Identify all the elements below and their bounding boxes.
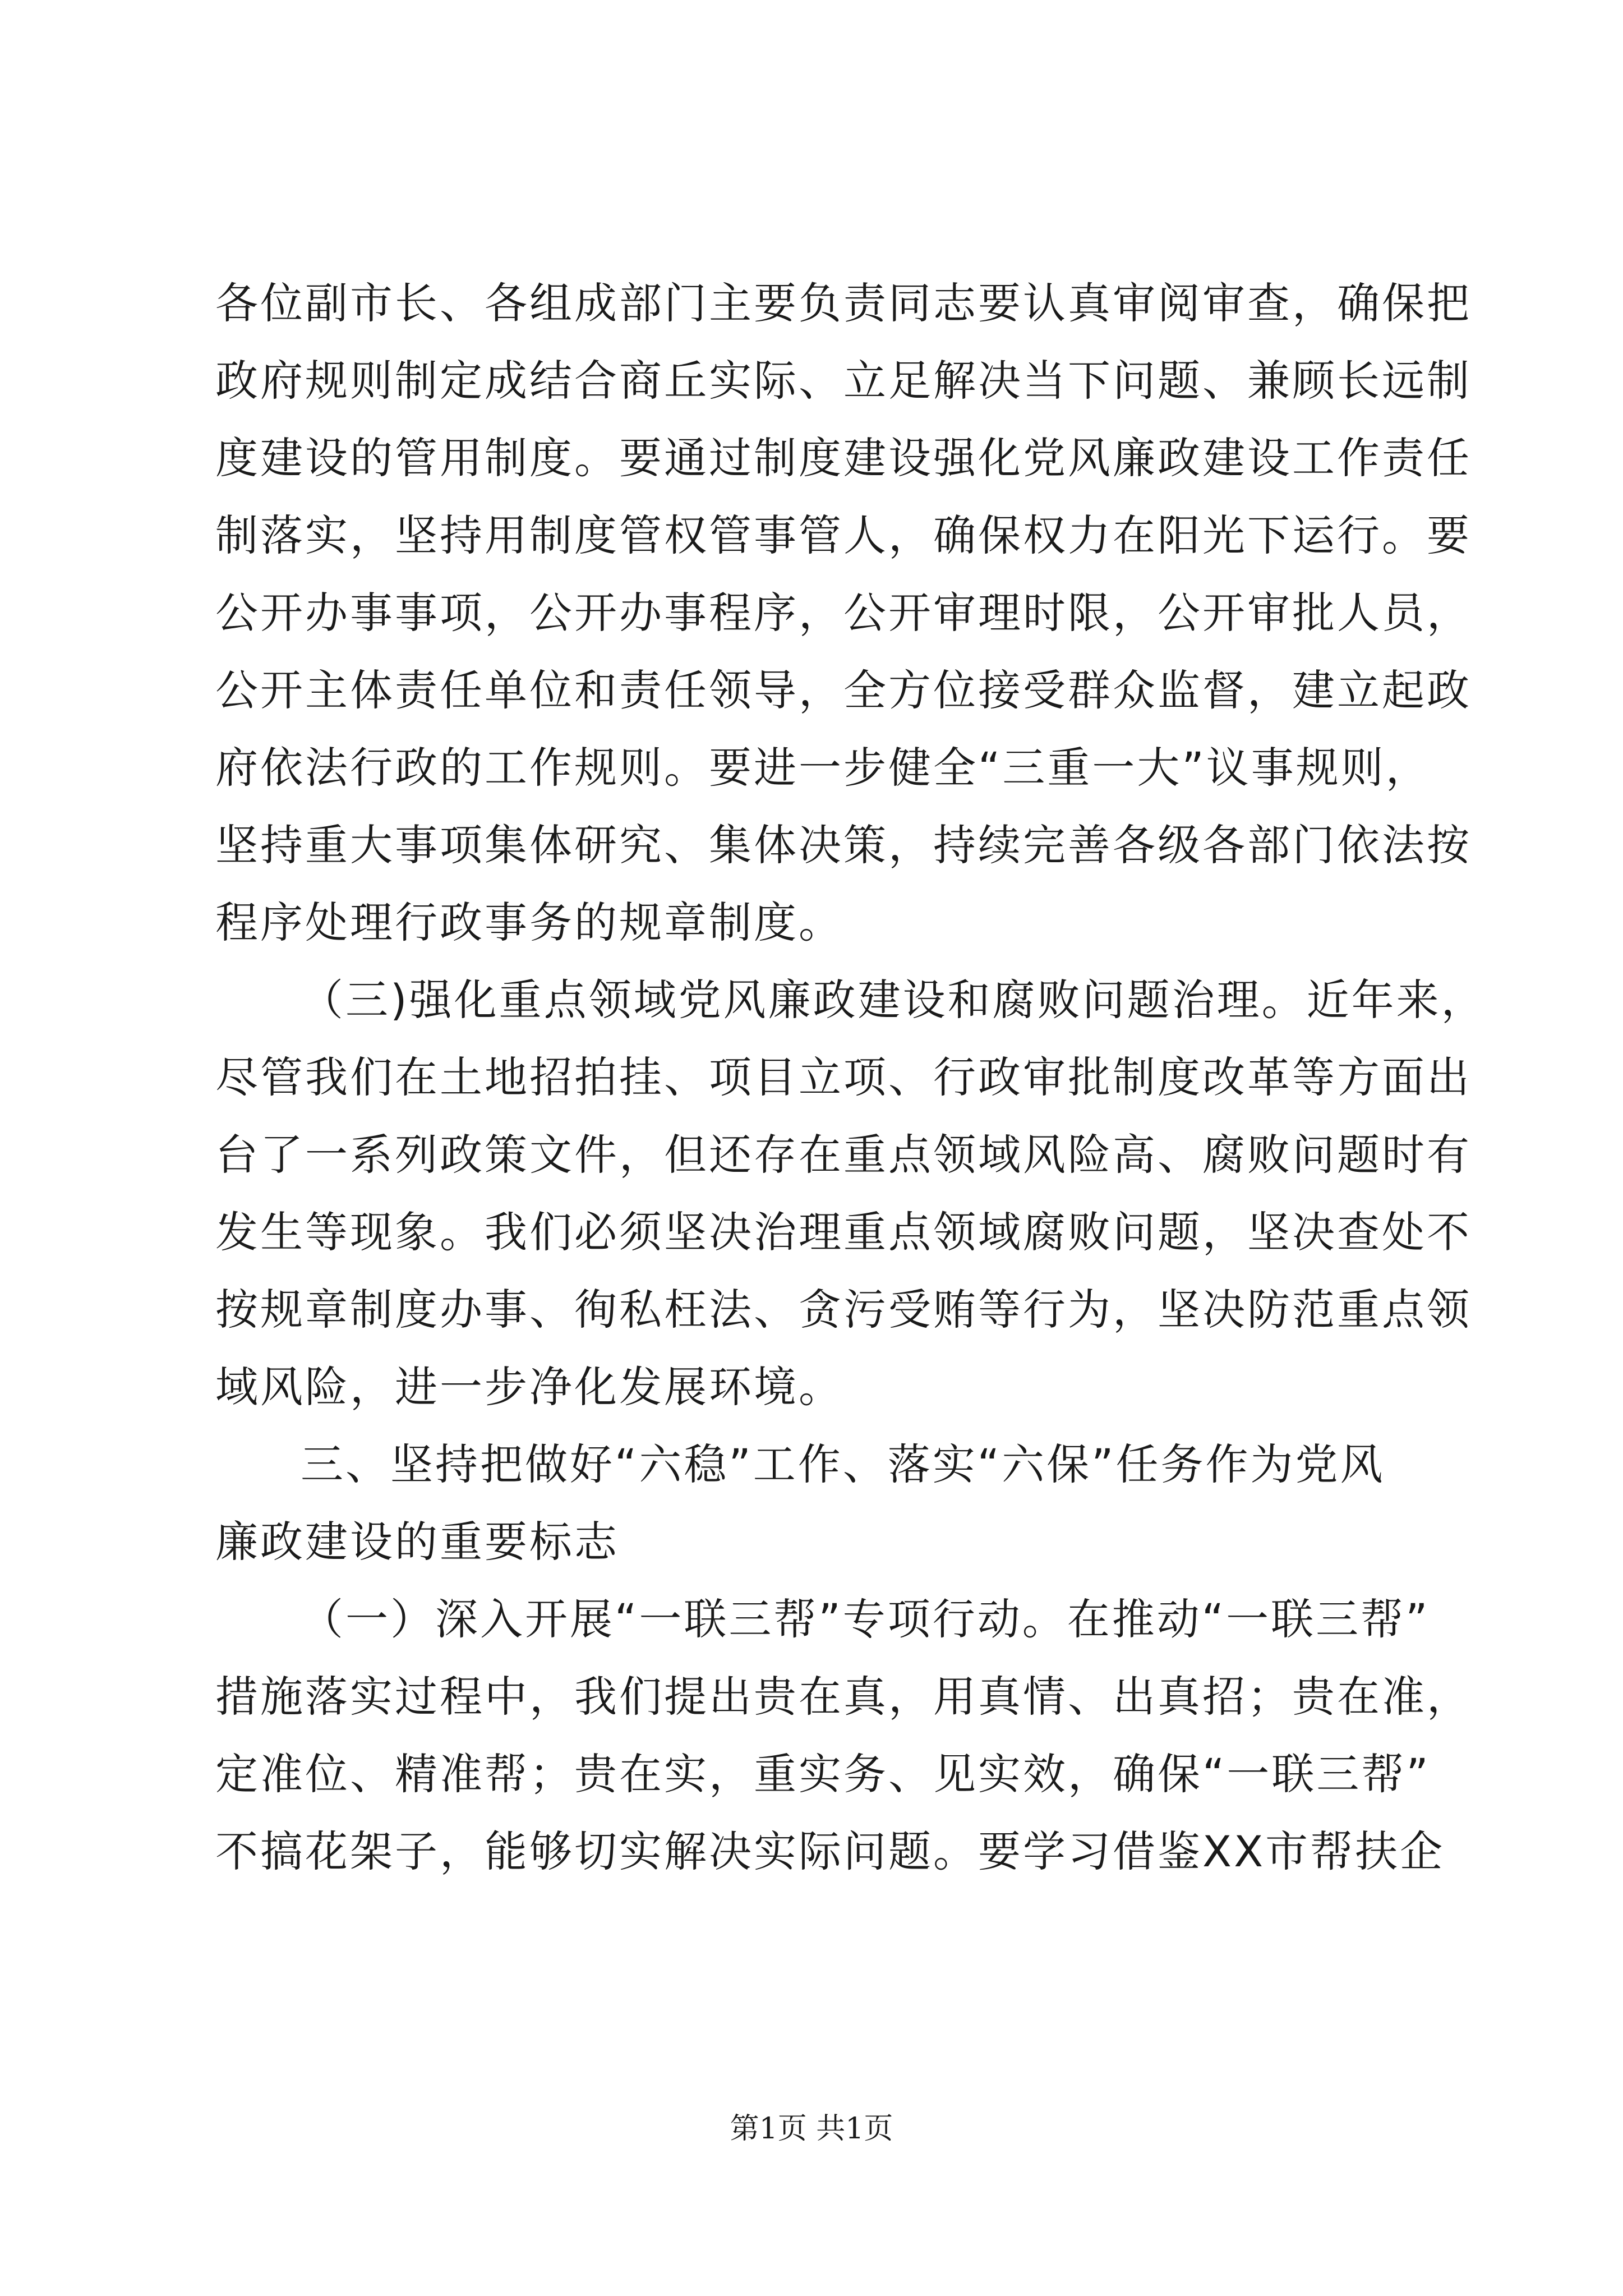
text-line: 措施落实过程中，我们提出贵在真，用真情、出真招；贵在准， <box>215 1672 1472 1722</box>
section-heading-line: 廉政建设的重要标志 <box>215 1517 619 1567</box>
text-line: 府依法行政的工作规则。要进一步健全“三重一大”议事规则， <box>215 743 1431 793</box>
document-body <box>215 265 1486 1890</box>
text-line: 度建设的管用制度。要通过制度建设强化党风廉政建设工作责任 <box>215 433 1472 483</box>
text-line: 定准位、精准帮；贵在实，重实务、见实效，确保“一联三帮” <box>215 1749 1431 1799</box>
section-heading-line: （三)强化重点领域党风廉政建设和腐败问题治理。近年来， <box>301 975 1486 1025</box>
text-line: 台了一系列政策文件，但还存在重点领域风险高、腐败问题时有 <box>215 1130 1472 1180</box>
text-line: 发生等现象。我们必须坚决治理重点领域腐败问题，坚决查处不 <box>215 1207 1472 1257</box>
text-line: 制落实，坚持用制度管权管事管人，确保权力在阳光下运行。要 <box>215 510 1472 560</box>
text-line: 按规章制度办事、徇私枉法、贪污受贿等行为，坚决防范重点领 <box>215 1285 1472 1335</box>
text-line: 坚持重大事项集体研究、集体决策，持续完善各级各部门依法按 <box>215 820 1472 870</box>
text-line: 各位副市长、各组成部门主要负责同志要认真审阅审查，确保把 <box>215 278 1472 328</box>
text-line: 政府规则制定成结合商丘实际、立足解决当下问题、兼顾长远制 <box>215 356 1472 406</box>
text-line: 域风险，进一步净化发展环境。 <box>215 1362 843 1412</box>
page-number-footer: 第1页 共1页 <box>730 2112 893 2146</box>
text-line: 程序处理行政事务的规章制度。 <box>215 898 843 947</box>
text-line: 公开主体责任单位和责任领导，全方位接受群众监督，建立起政 <box>215 665 1472 715</box>
section-heading-line: 三、坚持把做好“六稳”工作、落实“六保”任务作为党风 <box>301 1439 1385 1489</box>
section-heading-line: （一）深入开展“一联三帮”专项行动。在推动“一联三帮” <box>301 1594 1430 1644</box>
text-line: 不搞花架子，能够切实解决实际问题。要学习借鉴XX市帮扶企 <box>215 1826 1445 1876</box>
text-line: 尽管我们在土地招拍挂、项目立项、行政审批制度改革等方面出 <box>215 1052 1472 1102</box>
text-line: 公开办事事项，公开办事程序，公开审理时限，公开审批人员， <box>215 588 1472 638</box>
